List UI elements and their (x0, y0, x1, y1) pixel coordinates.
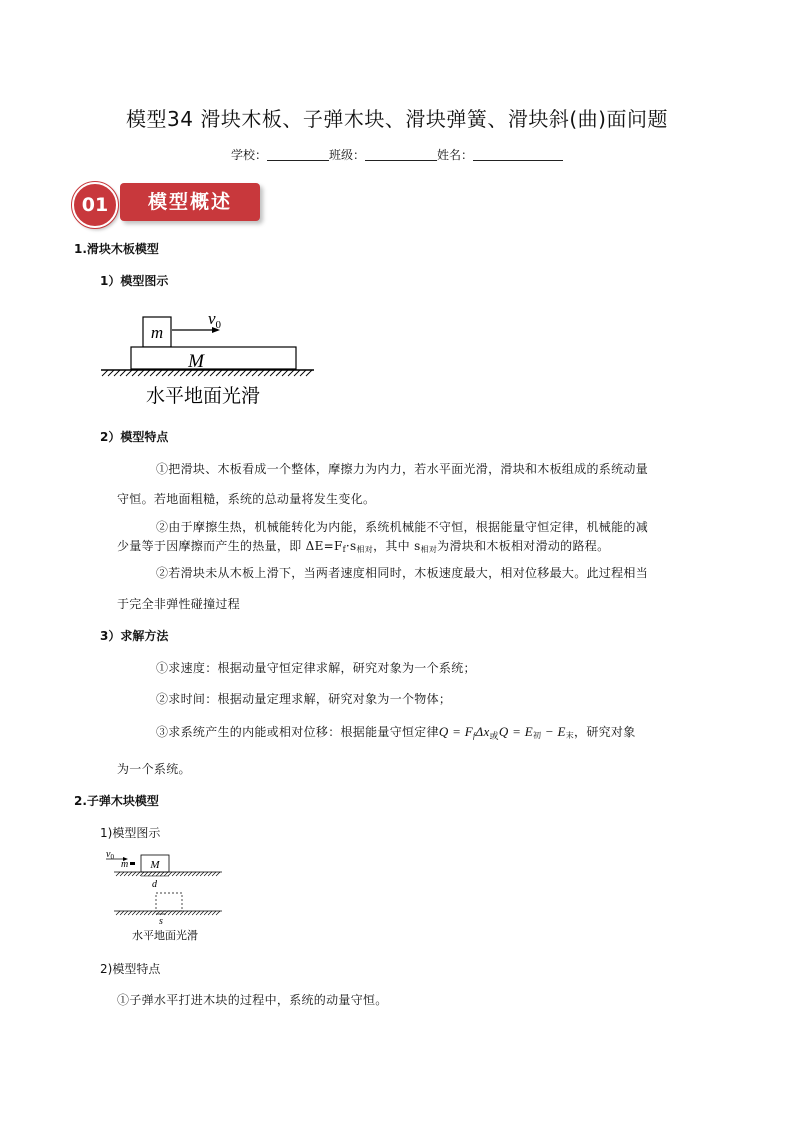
s-label: s (159, 916, 163, 927)
hatch-stroke (168, 872, 172, 876)
hatch-stroke (208, 911, 212, 915)
velocity-label: $v_0$ (208, 309, 222, 331)
ground-hatch-bottom (116, 911, 220, 915)
hatch-stroke (180, 911, 184, 915)
hatch-stroke (176, 911, 180, 915)
d-label: d (152, 879, 157, 890)
hatch-stroke (240, 370, 246, 376)
hatch-stroke (160, 872, 164, 876)
hatch-stroke (282, 370, 288, 376)
hatch-stroke (212, 872, 216, 876)
hatch-stroke (270, 370, 276, 376)
feature-2-line2: 少量等于因摩擦而产生的热量，即 $\Delta E=F_f\cdot s_{相对}$，其中 $s_{相对}$为滑块和木板相对滑动的路程。 (117, 539, 610, 554)
hatch-stroke (114, 370, 120, 376)
hatch-stroke (160, 911, 164, 915)
hatch-stroke (116, 872, 120, 876)
page-title: 模型34 滑块木板、子弹木块、滑块弹簧、滑块斜(曲)面问题 (126, 107, 668, 131)
hatch-stroke (294, 370, 300, 376)
hatch-stroke (126, 370, 132, 376)
bullet-feature-1: ①子弹水平打进木块的过程中，系统的动量守恒。 (117, 993, 388, 1007)
hatch-stroke (180, 370, 186, 376)
board-M-label: M (188, 351, 204, 372)
ground-caption: 水平地面光滑 (146, 386, 261, 407)
hatch-stroke (120, 911, 124, 915)
hatch-stroke (264, 370, 270, 376)
hatch-stroke (204, 370, 210, 376)
subheading-methods: 3）求解方法 (100, 629, 169, 643)
hatch-stroke (180, 872, 184, 876)
hatch-stroke (200, 911, 204, 915)
school-blank[interactable] (267, 148, 329, 161)
section-number: 01 (72, 182, 118, 228)
section-label: 模型概述 (120, 183, 260, 221)
class-blank[interactable] (365, 148, 437, 161)
hatch-stroke (192, 872, 196, 876)
subheading-features-2: 2)模型特点 (100, 962, 161, 976)
hatch-stroke (192, 911, 196, 915)
hatch-stroke (168, 911, 172, 915)
hatch-stroke (174, 370, 180, 376)
hatch-stroke (120, 872, 124, 876)
hatch-stroke (152, 911, 156, 915)
hatch-stroke (188, 872, 192, 876)
hatch-stroke (138, 370, 144, 376)
hatch-stroke (136, 872, 140, 876)
hatch-stroke (144, 370, 150, 376)
hatch-stroke (306, 370, 312, 376)
block-m-label: m (150, 323, 164, 342)
heading-bullet-block: 2.子弹木块模型 (74, 794, 159, 808)
hatch-stroke (184, 872, 188, 876)
hatch-stroke (144, 872, 148, 876)
hatch-stroke (188, 911, 192, 915)
hatch-stroke (172, 911, 176, 915)
ground-hatch-top (116, 872, 220, 876)
student-info (0, 146, 794, 163)
method-1: ①求速度：根据动量守恒定律求解，研究对象为一个系统； (156, 661, 476, 675)
hatch-stroke (200, 872, 204, 876)
hatch-stroke (124, 872, 128, 876)
hatch-stroke (124, 911, 128, 915)
subheading-diagram-1: 1）模型图示 (100, 274, 169, 288)
hatch-stroke (300, 370, 306, 376)
class-label: 班级： (328, 148, 365, 162)
hatch-stroke (148, 872, 152, 876)
hatch-stroke (252, 370, 258, 376)
subheading-features-1: 2）模型特点 (100, 430, 169, 444)
hatch-stroke (164, 911, 168, 915)
hatch-stroke (222, 370, 228, 376)
section-banner (72, 180, 262, 224)
block-M-label: M (150, 859, 160, 871)
hatch-stroke (102, 370, 108, 376)
hatch-stroke (132, 872, 136, 876)
hatch-stroke (162, 370, 168, 376)
feature-1-line2: 守恒。若地面粗糙，系统的总动量将发生变化。 (117, 492, 376, 506)
hatch-stroke (144, 911, 148, 915)
hatch-stroke (152, 872, 156, 876)
hatch-stroke (216, 911, 220, 915)
hatch-stroke (172, 872, 176, 876)
hatch-stroke (196, 911, 200, 915)
feature-3-line1: ②若滑块未从木板上滑下，当两者速度相同时，木板速度最大，相对位移最大。此过程相当 (156, 566, 649, 580)
hatch-stroke (168, 370, 174, 376)
method-3-line2: 为一个系统。 (117, 762, 191, 776)
method-2: ②求时间：根据动量定理求解，研究对象为一个物体； (156, 692, 452, 706)
ground-caption-2: 水平地面光滑 (132, 930, 198, 942)
hatch-stroke (164, 872, 168, 876)
feature-3-line2: 于完全非弹性碰撞过程 (117, 597, 241, 611)
hatch-stroke (210, 370, 216, 376)
method-3-line1: ③求系统产生的内能或相对位移：根据能量守恒定律$Q = F_f\Delta x_或Q = E_初 - E_末$，研究对象 (156, 724, 636, 742)
feature-2-line1: ②由于摩擦生热，机械能转化为内能，系统机械能不守恒，根据能量守恒定律，机械能的减 (156, 520, 649, 534)
hatch-stroke (136, 911, 140, 915)
school-label: 学校： (230, 148, 267, 162)
ground-hatch (102, 370, 312, 376)
hatch-stroke (216, 370, 222, 376)
hatch-stroke (212, 911, 216, 915)
hatch-stroke (132, 370, 138, 376)
name-blank[interactable] (473, 148, 563, 161)
bullet-velocity-label: $v_0$ (106, 849, 114, 861)
slider-board-figure (96, 305, 326, 410)
hatch-stroke (184, 911, 188, 915)
hatch-stroke (140, 872, 144, 876)
hatch-stroke (156, 370, 162, 376)
hatch-stroke (150, 370, 156, 376)
hatch-stroke (234, 370, 240, 376)
subheading-diagram-2: 1)模型图示 (100, 826, 161, 840)
hatch-stroke (204, 872, 208, 876)
hatch-stroke (176, 872, 180, 876)
hatch-stroke (148, 911, 152, 915)
hatch-stroke (208, 872, 212, 876)
hatch-stroke (128, 911, 132, 915)
hatch-stroke (116, 911, 120, 915)
hatch-stroke (140, 911, 144, 915)
hatch-stroke (156, 911, 160, 915)
feature-1-line1: ①把滑块、木板看成一个整体，摩擦力为内力，若水平面光滑，滑块和木板组成的系统动量 (156, 462, 649, 476)
heading-slider-board: 1.滑块木板模型 (74, 242, 159, 256)
hatch-stroke (276, 370, 282, 376)
bullet (130, 862, 135, 865)
hatch-stroke (128, 872, 132, 876)
hatch-stroke (204, 911, 208, 915)
bullet-block-figure (104, 845, 229, 945)
hatch-stroke (156, 872, 160, 876)
name-label: 姓名： (437, 148, 474, 162)
block-final-position (156, 893, 182, 911)
hatch-stroke (216, 872, 220, 876)
hatch-stroke (196, 872, 200, 876)
hatch-stroke (120, 370, 126, 376)
hatch-stroke (246, 370, 252, 376)
hatch-stroke (258, 370, 264, 376)
hatch-stroke (228, 370, 234, 376)
hatch-stroke (132, 911, 136, 915)
hatch-stroke (288, 370, 294, 376)
board-M (131, 347, 296, 369)
bullet-m-label: m (121, 859, 129, 870)
hatch-stroke (108, 370, 114, 376)
